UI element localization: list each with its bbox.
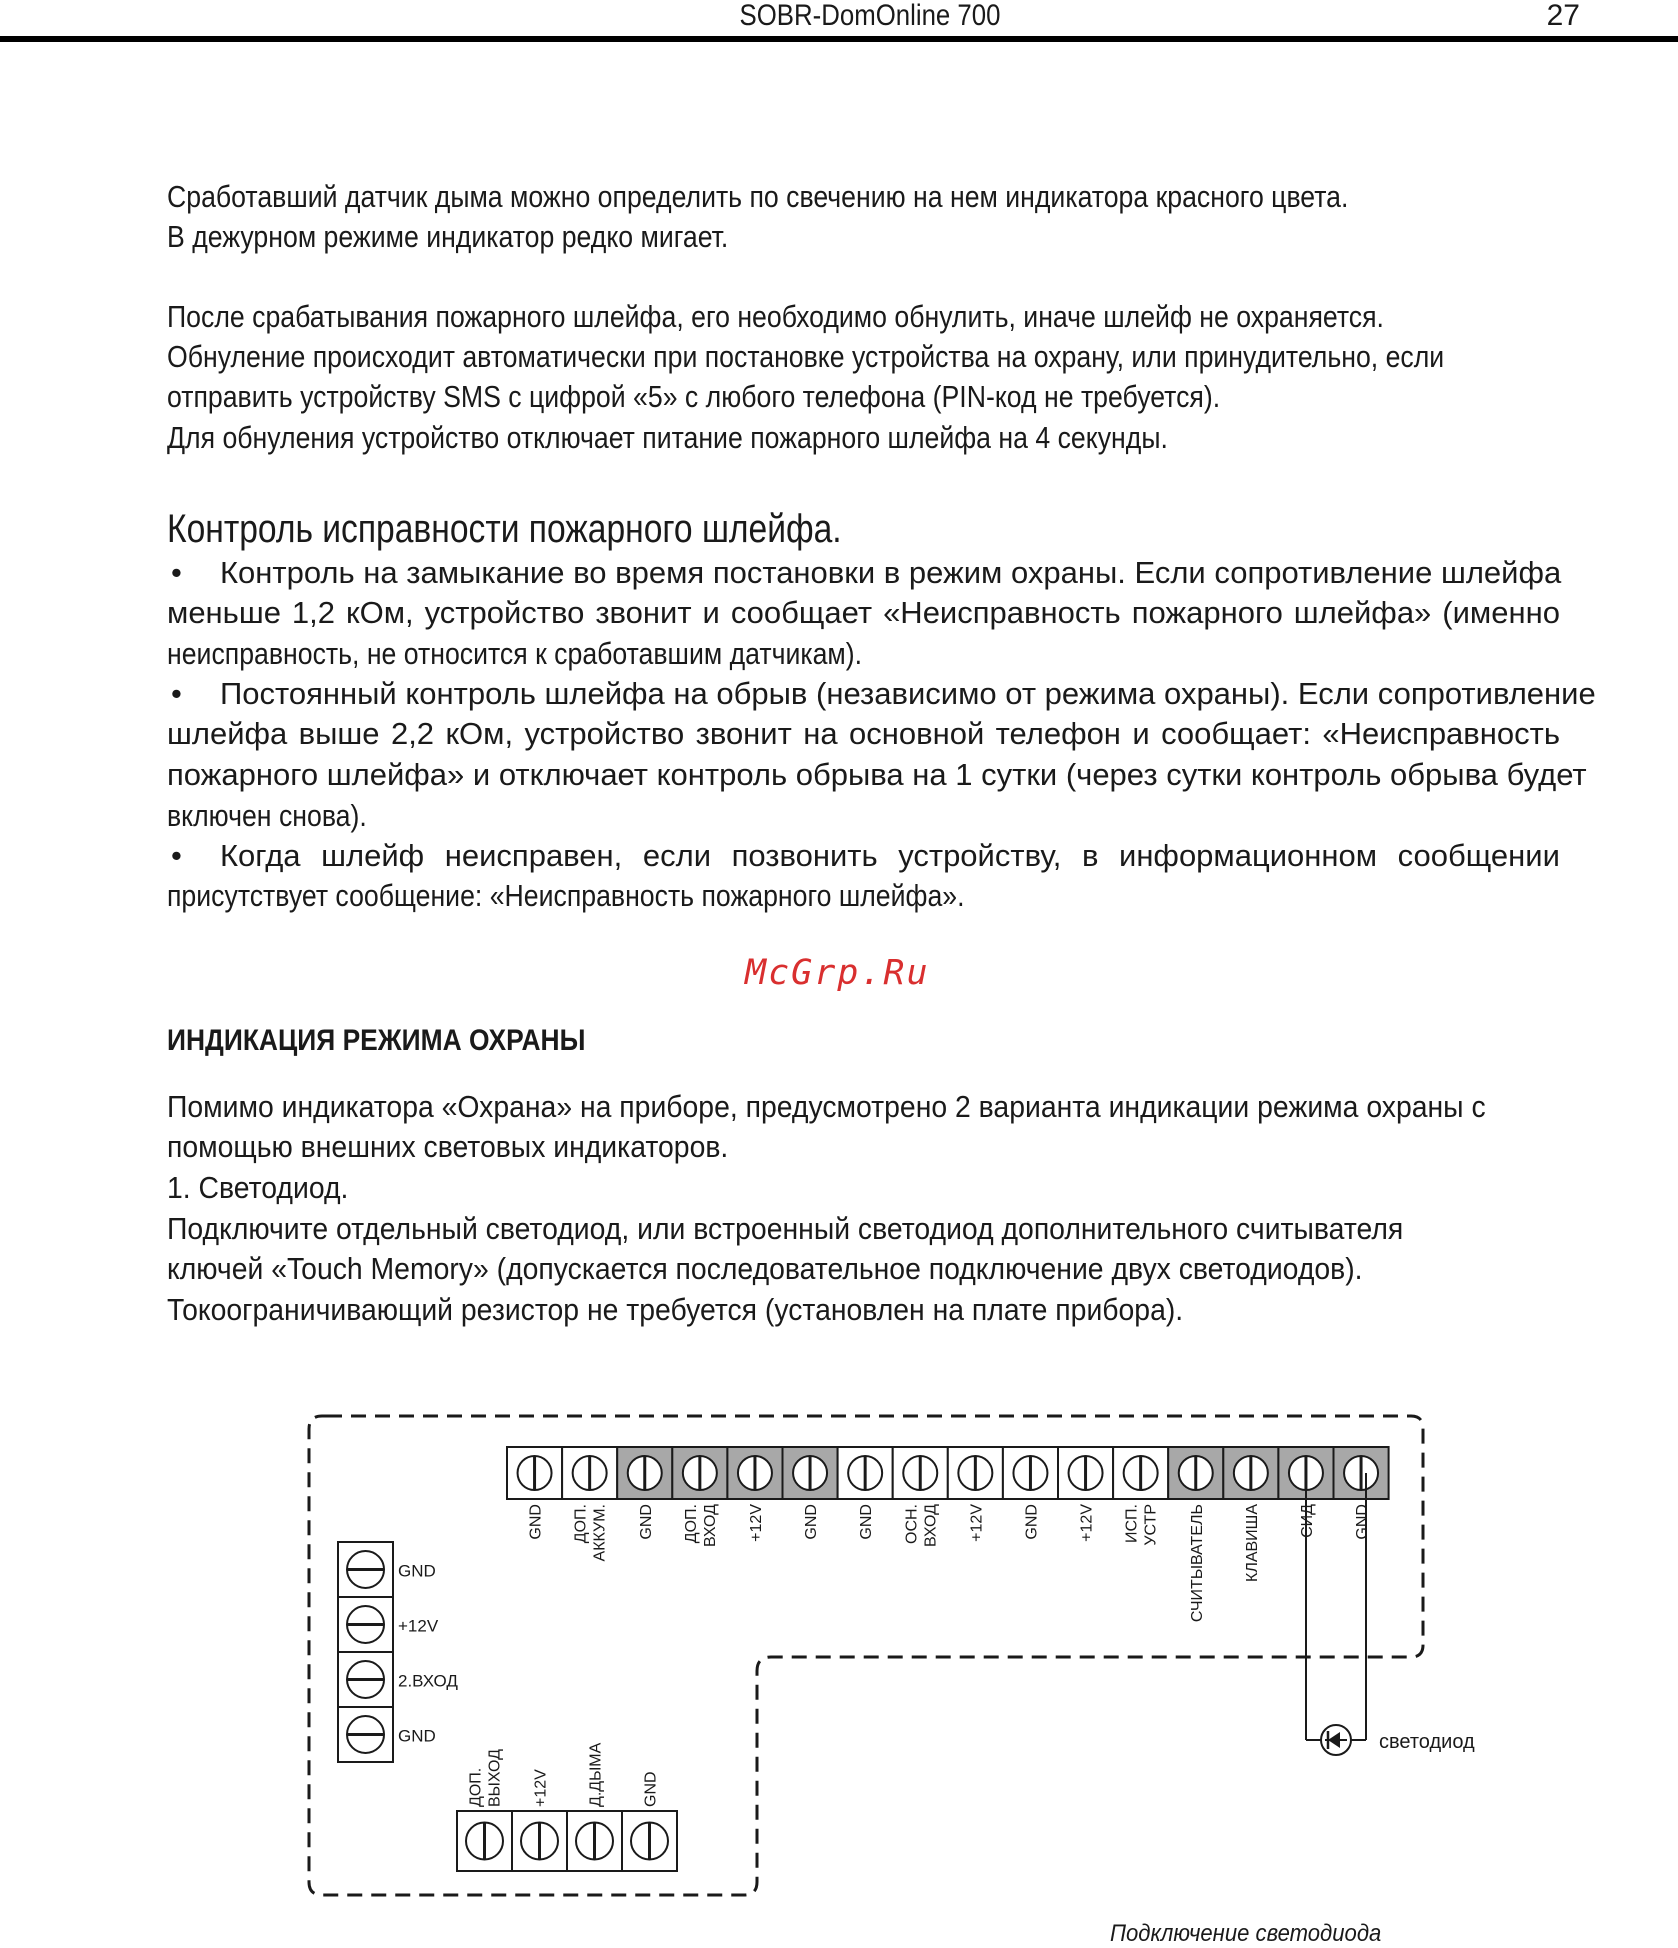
bullet-dot: •	[171, 555, 182, 590]
bottom-terminal	[622, 1811, 677, 1871]
top-terminal	[783, 1447, 838, 1499]
top-terminal-label: +12V	[747, 1504, 765, 1542]
top-terminal	[507, 1447, 562, 1499]
bottom-terminal-label: ДОП. ВЫХОД	[467, 1749, 504, 1807]
bullet-text: Контроль на замыкание во время постановки в режим охраны. Если сопротивление шлейфа	[220, 555, 1562, 590]
paragraph-line: неисправность, не относится к сработавшим датчикам).	[167, 636, 863, 671]
top-terminal-label: GND	[803, 1504, 821, 1540]
paragraph-line: меньше 1,2 кОм, устройство звонит и сообщает «Неисправность пожарного шлейфа» (именно	[167, 595, 1560, 630]
top-terminal-label: +12V	[1078, 1504, 1096, 1542]
header-title: SOBR-DomOnline 700	[739, 0, 1001, 32]
left-terminal	[338, 1597, 393, 1652]
bottom-terminal-label: +12V	[532, 1769, 550, 1807]
paragraph-line: В дежурном режиме индикатор редко мигает.	[167, 219, 729, 254]
paragraph-line: 1. Светодиод.	[167, 1170, 349, 1205]
bullet-text: Постоянный контроль шлейфа на обрыв (независимо от режима охраны). Если сопротивление	[220, 676, 1596, 711]
top-terminal	[1003, 1447, 1058, 1499]
paragraph-line: помощью внешних световых индикаторов.	[167, 1129, 729, 1164]
top-terminal-label: +12V	[968, 1504, 986, 1542]
top-terminal-label: ДОП. АККУМ.	[572, 1504, 609, 1562]
left-terminal-label: GND	[398, 1561, 436, 1581]
top-terminal-label: GND	[858, 1504, 876, 1540]
left-terminal-label: GND	[398, 1726, 436, 1746]
indication-heading: ИНДИКАЦИЯ РЕЖИМА ОХРАНЫ	[167, 1024, 586, 1057]
led-diode-icon	[1321, 1725, 1351, 1755]
top-terminal	[727, 1447, 782, 1499]
top-terminal-label: КЛАВИША	[1243, 1504, 1261, 1582]
left-terminal	[338, 1652, 393, 1707]
paragraph-line: Сработавший датчик дыма можно определить по свечению на нем индикатора красного цвета.	[167, 179, 1349, 214]
top-terminal	[1223, 1447, 1278, 1499]
top-terminal-label: СЧИТЫВАТЕЛЬ	[1188, 1504, 1206, 1623]
top-terminal-label: ДОП. ВХОД	[682, 1504, 719, 1548]
paragraph-line: пожарного шлейфа» и отключает контроль обрыва на 1 сутки (через сутки контроль обрыва будет	[167, 757, 1587, 792]
paragraph-line: шлейфа выше 2,2 кОм, устройство звонит на основной телефон и сообщает: «Неисправность	[167, 716, 1560, 751]
wiring-diagram	[0, 1400, 1678, 1910]
top-terminal	[562, 1447, 617, 1499]
paragraph-line: ключей «Touch Memory» (допускается последовательное подключение двух светодиодов).	[167, 1251, 1363, 1286]
top-terminal-label: GND	[1354, 1504, 1372, 1540]
paragraph-line: отправить устройству SMS с цифрой «5» с любого телефона (PIN-код не требуется).	[167, 379, 1221, 414]
left-terminal-label: +12V	[398, 1616, 439, 1636]
paragraph-line: После срабатывания пожарного шлейфа, его необходимо обнулить, иначе шлейф не охраняется.	[167, 299, 1384, 334]
top-terminal	[1168, 1447, 1223, 1499]
led-label: светодиод	[1379, 1731, 1475, 1753]
top-terminal	[672, 1447, 727, 1499]
top-terminal-block	[507, 1447, 1389, 1622]
watermark: McGrp.Ru	[745, 953, 930, 993]
bottom-terminal	[512, 1811, 567, 1871]
top-terminal-label: GND	[1023, 1504, 1041, 1540]
top-terminal-label: GND	[637, 1504, 655, 1540]
top-terminal	[1113, 1447, 1168, 1499]
top-terminal	[617, 1447, 672, 1499]
figure-caption: Подключение светодиода	[1110, 1920, 1382, 1947]
top-terminal-label: ОСН. ВХОД	[903, 1504, 940, 1548]
bullet-dot: •	[171, 676, 182, 711]
left-terminal-block	[338, 1542, 458, 1762]
top-terminal	[1058, 1447, 1113, 1499]
top-terminal	[1334, 1447, 1389, 1499]
paragraph-line: Помимо индикатора «Охрана» на приборе, предусмотрено 2 варианта индикации режима охраны с	[167, 1089, 1486, 1124]
bottom-terminal	[457, 1811, 512, 1871]
bullet-dot: •	[171, 838, 182, 873]
left-terminal	[338, 1707, 393, 1762]
paragraph-line: Токоограничивающий резистор не требуется (установлен на плате прибора).	[167, 1292, 1184, 1327]
bottom-terminal	[567, 1811, 622, 1871]
paragraph-line: присутствует сообщение: «Неисправность пожарного шлейфа».	[167, 878, 965, 913]
top-terminal-label: СИД	[1298, 1504, 1316, 1538]
top-terminal-label: ИСП. УСТР	[1123, 1504, 1160, 1546]
bottom-terminal-block	[457, 1742, 677, 1871]
top-terminal	[838, 1447, 893, 1499]
top-terminal	[948, 1447, 1003, 1499]
section-heading: Контроль исправности пожарного шлейфа.	[167, 507, 842, 551]
bottom-terminal-label: GND	[642, 1771, 660, 1807]
paragraph-line: Подключите отдельный светодиод, или встроенный светодиод дополнительного считывателя	[167, 1211, 1404, 1246]
top-terminal	[893, 1447, 948, 1499]
header-rule	[0, 36, 1678, 42]
led-circuit	[1306, 1473, 1475, 1755]
top-terminal-label: GND	[527, 1504, 545, 1540]
left-terminal	[338, 1542, 393, 1597]
page-number: 27	[1546, 0, 1580, 32]
bullet-text: Когда шлейф неисправен, если позвонить устройству, в информационном сообщении	[220, 838, 1560, 873]
paragraph-line: Для обнуления устройство отключает питание пожарного шлейфа на 4 секунды.	[167, 420, 1168, 455]
paragraph-line: Обнуление происходит автоматически при постановке устройства на охрану, или принудительно, если	[167, 339, 1445, 374]
paragraph-line: включен снова).	[167, 798, 367, 833]
bottom-terminal-label: Д.ДЫМА	[587, 1742, 605, 1807]
left-terminal-label: 2.ВХОД	[398, 1671, 458, 1691]
